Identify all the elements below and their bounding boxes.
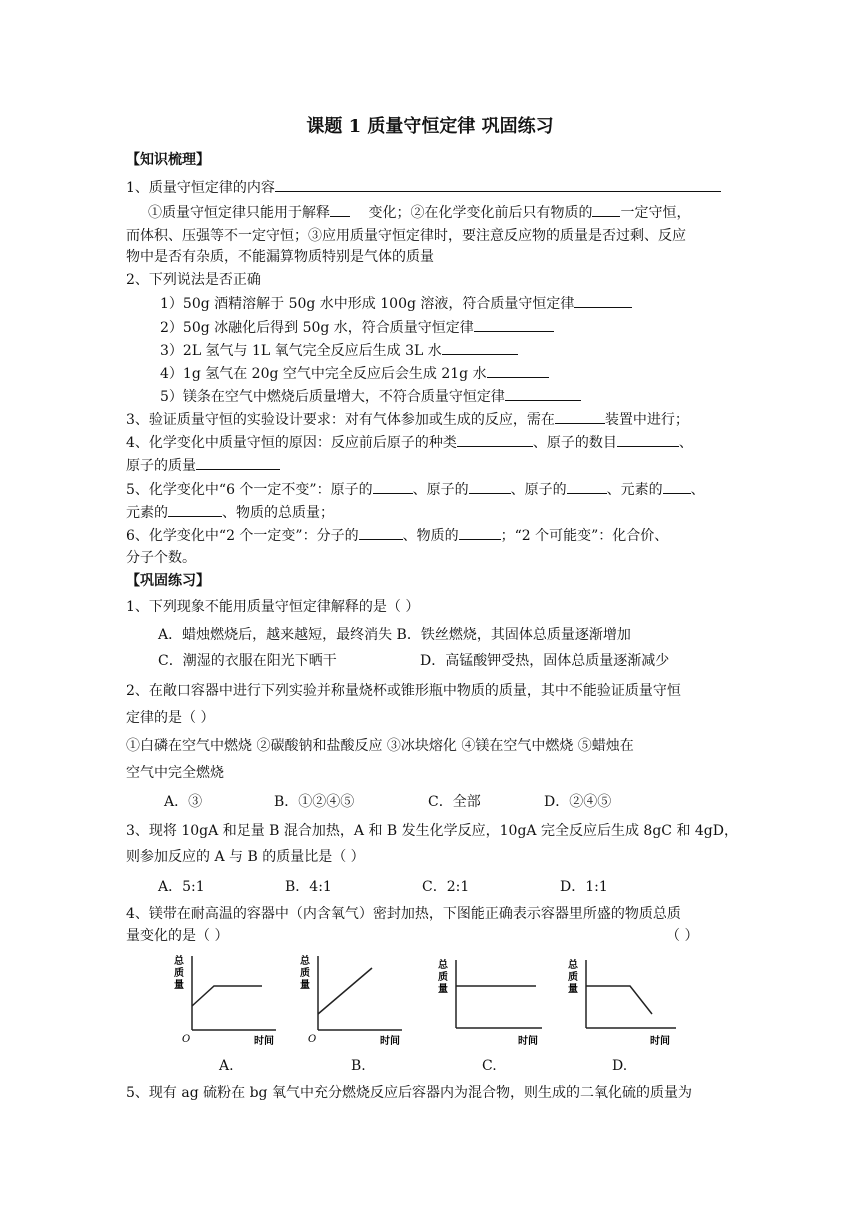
question-2-option-a: A．③ <box>164 794 203 810</box>
graph-ylabel-3: 量 <box>174 980 184 991</box>
knowledge-item-3 <box>126 409 689 430</box>
question-4-line-1: 4、镁带在耐高温的容器中（内含氧气）密封加热，下图能正确表示容器里所盛的物质总质 <box>126 906 681 922</box>
item-text: 、原子的 <box>510 482 567 498</box>
question-3-option-c: C．2:1 <box>422 879 470 895</box>
item-text: ；“2 个可能变”：化合价、 <box>500 528 669 544</box>
statement-text: 3）2L 氢气与 1L 氧气完全反应后生成 3L 水 <box>160 343 442 359</box>
question-1: 1、下列现象不能用质量守恒定律解释的是（ ） <box>126 599 420 615</box>
answer-blank <box>617 432 679 447</box>
item-text: 5、化学变化中“6 个一定不变”：原子的 <box>126 482 373 498</box>
question-3-line-1: 3、现将 10gA 和足量 B 混合加热，A 和 B 发生化学反应，10gA 完全反应后生成 8gC 和 4gD， <box>126 823 738 839</box>
statement-text: 5）镁条在空气中燃烧后质量增大，不符合质量守恒定律 <box>160 389 505 405</box>
graph-ylabel-1: 总 <box>300 956 310 967</box>
answer-blank <box>474 317 554 332</box>
answer-blank <box>663 479 691 494</box>
question-2-line-4: 空气中完全燃烧 <box>126 765 224 781</box>
note-text: 变化；②在化学变化前后只有物质的 <box>368 205 593 221</box>
item-text: 、原子的数目 <box>532 435 617 451</box>
answer-blank <box>168 502 222 517</box>
knowledge-item-2-4 <box>160 363 549 384</box>
graph-ylabel-2: 质 <box>300 968 310 979</box>
item-text: 3、验证质量守恒的实验设计要求：对有气体参加或生成的反应，需在 <box>126 412 555 428</box>
knowledge-item-4-b <box>126 455 280 476</box>
item-text: 元素的 <box>126 505 168 521</box>
graph-ylabel-1: 总 <box>174 956 184 967</box>
question-1-option-d: D．高锰酸钾受热，固体总质量逐渐减少 <box>420 653 670 669</box>
answer-blank <box>330 202 350 217</box>
question-2-line-3: ①白磷在空气中燃烧 ②碳酸钠和盐酸反应 ③冰块熔化 ④镁在空气中燃烧 ⑤蜡烛在 <box>126 738 634 754</box>
question-2-line-1: 2、在敞口容器中进行下列实验并称量烧杯或锥形瓶中物质的质量，其中不能验证质量守恒 <box>126 683 681 699</box>
graph-d <box>562 950 682 1054</box>
answer-blank <box>567 479 607 494</box>
graph-b-svg <box>296 950 406 1050</box>
graph-ylabel-1: 总 <box>568 960 578 971</box>
note-text: ①质量守恒定律只能用于解释 <box>148 205 330 221</box>
graph-origin: O <box>182 1034 191 1045</box>
graph-d-svg <box>562 950 682 1050</box>
knowledge-item-2-3 <box>160 340 518 361</box>
graph-xlabel: 时间 <box>254 1036 274 1047</box>
graph-a-svg <box>170 950 280 1050</box>
knowledge-item-5 <box>126 479 705 500</box>
graph-origin: O <box>308 1034 317 1045</box>
question-2-option-c: C．全部 <box>428 794 481 810</box>
statement-text: 1）50g 酒精溶解于 50g 水中形成 100g 溶液，符合质量守恒定律 <box>160 296 575 312</box>
item-text: 装置中进行； <box>604 412 689 428</box>
answer-blank <box>574 293 632 308</box>
knowledge-item-2-2 <box>160 317 554 338</box>
graph-xlabel: 时间 <box>518 1036 538 1047</box>
question-2-option-b: B．①②④⑤ <box>274 794 355 810</box>
knowledge-item-1-note-a <box>148 202 690 223</box>
question-1-option-c: C．潮湿的衣服在阳光下晒干 <box>158 653 337 669</box>
note-text: 一定守恒， <box>620 205 691 221</box>
graph-c-svg <box>424 950 544 1050</box>
question-3-option-d: D．1:1 <box>560 879 608 895</box>
section-heading-practice: 【巩固练习】 <box>126 573 210 589</box>
graph-c <box>424 950 544 1054</box>
question-2-line-2: 定律的是（ ） <box>126 710 215 726</box>
item-text: 、元素的 <box>606 482 663 498</box>
item-text: 6、化学变化中“2 个一定变”：分子的 <box>126 528 359 544</box>
item-text: 、物质的 <box>402 528 459 544</box>
item-text: 原子的质量 <box>126 458 196 474</box>
graph-b <box>296 950 406 1054</box>
answer-blank <box>555 409 605 424</box>
graph-xlabel: 时间 <box>650 1036 670 1047</box>
knowledge-item-4 <box>126 432 693 453</box>
question-5: 5、现有 ag 硫粉在 bg 氧气中充分燃烧反应后容器内为混合物，则生成的二氧化硫的质量为 <box>126 1085 692 1101</box>
answer-blank <box>459 525 501 540</box>
graph-label-b: B. <box>351 1058 366 1074</box>
knowledge-item-2-5 <box>160 386 581 407</box>
answer-blank <box>442 340 518 355</box>
question-4-line-2: 量变化的是（ ） <box>126 928 229 944</box>
item-text: 、物质的总质量； <box>222 505 334 521</box>
answer-blank <box>487 363 549 378</box>
knowledge-item-1 <box>126 177 721 198</box>
graph-label-c: C. <box>482 1058 497 1074</box>
page-title: 课题 1 质量守恒定律 巩固练习 <box>306 116 554 137</box>
question-3-option-a: A．5:1 <box>158 879 205 895</box>
question-2-option-d: D．②④⑤ <box>544 794 612 810</box>
knowledge-item-5-b <box>126 502 334 523</box>
answer-blank <box>196 455 280 470</box>
answer-blank <box>505 386 581 401</box>
graph-ylabel-2: 质 <box>438 972 448 983</box>
graph-d-curve <box>586 986 652 1014</box>
graph-ylabel-3: 量 <box>568 984 578 995</box>
item-text: 4、化学变化中质量守恒的原因：反应前后原子的种类 <box>126 435 457 451</box>
graph-ylabel-1: 总 <box>438 960 448 971</box>
graph-label-d: D. <box>612 1058 628 1074</box>
knowledge-item-2-1 <box>160 293 632 314</box>
graph-ylabel-2: 质 <box>568 972 578 983</box>
item-text: 、 <box>678 435 693 451</box>
question-4-answer-bracket: （ ） <box>666 928 699 944</box>
answer-blank <box>457 432 533 447</box>
answer-blank <box>592 202 620 217</box>
answer-blank <box>359 525 403 540</box>
knowledge-item-1-note-b: 而体积、压强等不一定守恒；③应用质量守恒定律时，要注意反应物的质量是否过剩、反应 <box>126 228 686 244</box>
graph-b-curve <box>318 968 372 1014</box>
graph-ylabel-2: 质 <box>174 968 184 979</box>
graph-a-curve <box>192 986 262 1006</box>
knowledge-item-2: 2、下列说法是否正确 <box>126 272 261 288</box>
question-3-line-2: 则参加反应的 A 与 B 的质量比是（ ） <box>126 849 365 865</box>
knowledge-item-6 <box>126 525 668 546</box>
statement-text: 2）50g 冰融化后得到 50g 水，符合质量守恒定律 <box>160 320 474 336</box>
statement-text: 4）1g 氢气在 20g 空气中完全反应后会生成 21g 水 <box>160 366 487 382</box>
graph-label-a: A. <box>219 1058 234 1074</box>
graph-ylabel-3: 量 <box>300 980 310 991</box>
item-text: 、 <box>690 482 705 498</box>
answer-blank <box>469 479 511 494</box>
question-1-options-ab: A．蜡烛燃烧后，越来越短，最终消失 B．铁丝燃烧，其固体总质量逐渐增加 <box>158 627 631 643</box>
knowledge-item-1-text: 1、质量守恒定律的内容 <box>126 180 275 196</box>
graph-a <box>170 950 280 1054</box>
answer-blank <box>275 177 721 192</box>
graph-ylabel-3: 量 <box>438 984 448 995</box>
knowledge-item-1-note-c: 物中是否有杂质，不能漏算物质特别是气体的质量 <box>126 249 434 265</box>
graph-xlabel: 时间 <box>380 1036 400 1047</box>
section-heading-knowledge: 【知识梳理】 <box>126 152 210 168</box>
knowledge-item-6-b: 分子个数。 <box>126 550 196 566</box>
answer-blank <box>373 479 413 494</box>
question-3-option-b: B．4:1 <box>285 879 332 895</box>
item-text: 、原子的 <box>412 482 469 498</box>
